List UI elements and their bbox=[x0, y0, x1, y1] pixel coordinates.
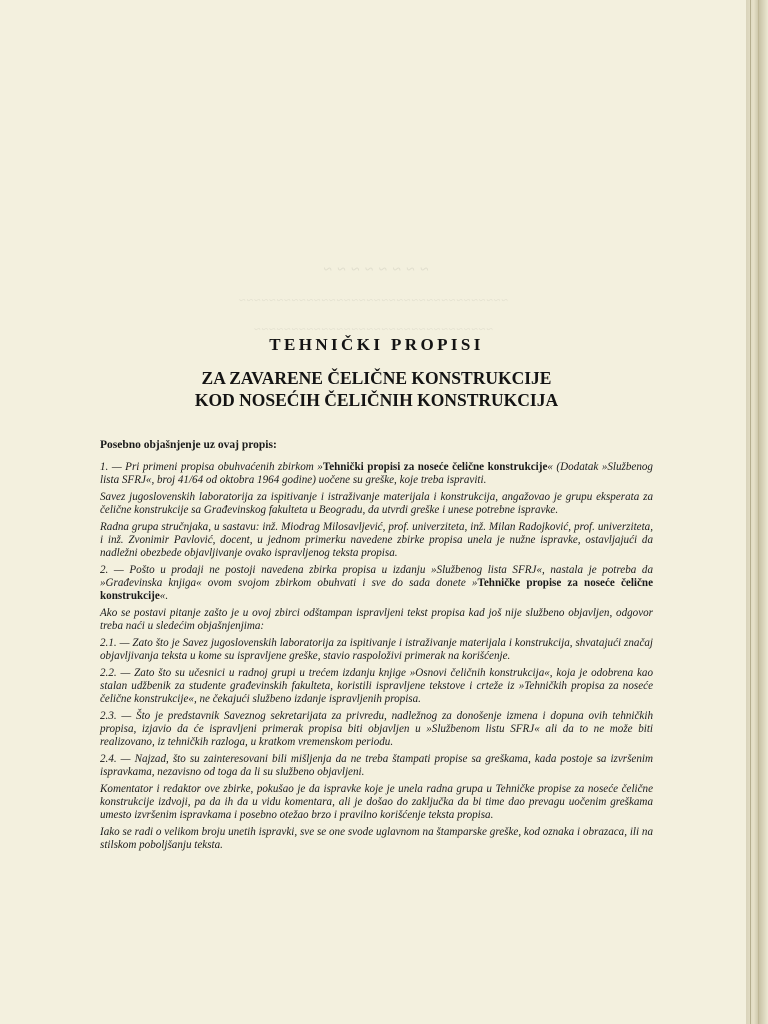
paragraph-text: « (Dodatak »Službenog lista SFRJ«, broj 41/64 od oktobra 1964 godine) uočene su greške, koje treba ispraviti. bbox=[100, 461, 653, 486]
paragraph-text: 1. — Pri primeni propisa obuhvaćenih zbirkom » bbox=[100, 461, 323, 473]
paragraph-10: Komentator i redaktor ove zbirke, pokušao je da ispravke koje je unela radna grupa u Tehničke propise za noseće čelične konstrukcije izdvoji, pa da ih da u vidu komentara, ali je došao do zaključka da bi time dao prevagu uočenim greškama umesto izvršenim ispravkama i posebno otežao brzo i pravilno korišćenje teksta propisa. bbox=[100, 783, 653, 821]
paragraph-1 bbox=[100, 461, 653, 487]
paragraph-bold-text: Tehnički propisi za noseće čelične konstrukcije bbox=[322, 461, 548, 473]
paragraph-5: Ako se postavi pitanje zašto je u ovoj zbirci odštampan ispravljeni tekst propisa kad još nije službeno objavljen, odgovor treba naći u sledećim objašnjenjima: bbox=[100, 607, 653, 632]
page-binding-edge bbox=[746, 0, 768, 1024]
document-title: TEHNIČKI PROPISI bbox=[269, 335, 484, 354]
paragraph-2: Savez jugoslovenskih laboratorija za ispitivanje i istraživanje materijala i konstrukcija, angažovao je grupu eksperata za čelične konstrukcije sa Građevinskog fakulteta u Beogradu, da utvrdi greške i unese potrebne ispravke. bbox=[100, 491, 653, 516]
paragraph-text: 2. — Pošto u prodaji ne postoji navedena zbirka propisa u izdanju »Službenog lista SFRJ«, nastala je potreba da »Građevinska knjiga« ovom svojom zbirkom obuhvati i sve do sada donete » bbox=[100, 564, 653, 589]
paragraph-6: 2.1. — Zato što je Savez jugoslovenskih laboratorija za ispitivanje i istraživanje materijala i konstrukcija, shvatajući značaj objavljivanja teksta u kome su ispravljene greške, stavio raspoloživi primerak na korišćenje. bbox=[100, 637, 653, 662]
paragraph-8: 2.3. — Što je predstavnik Saveznog sekretarijata za privredu, nadležnog za donošenje izmena i dopuna ovih tehničkih propisa, izjavio da će ispravljeni primerak propisa biti objavljen u »Službenom listu SFRJ« ali da to ne može biti realizovano, iz tehničkih razloga, u kratkom vremenskom periodu. bbox=[100, 710, 653, 748]
paragraph-9: 2.4. — Najzad, što su zainteresovani bili mišljenja da ne treba štampati propise sa greškama, kada postoje sa izvršenim ispravkama, nezavisno od toga da li su službeno objavljeni. bbox=[100, 753, 653, 778]
paragraph-7: 2.2. — Zato što su učesnici u radnoj grupi u trećem izdanju knjige »Osnovi čeličnih konstrukcija«, koja je odobrena kao stalan udžbenik za studente građevinskih fakulteta, koristili ispravljene tekstove i crteže iz »Tehničkih propisa za noseće čelične konstrukcije«, ne čekajući službeno izdanje ispravljenih propisa. bbox=[100, 667, 653, 705]
paragraph-bold-text: Tehničke propise za noseće čelične konstrukcije bbox=[100, 577, 654, 602]
document-subtitle-line-2: KOD NOSEĆIH ČELIČNIH KONSTRUKCIJA bbox=[194, 390, 559, 410]
paragraph-3: Radna grupa stručnjaka, u sastavu: inž. Miodrag Milosavljević, prof. univerziteta, inž. Milan Radojković, prof. univerziteta, i inž. Zvonimir Pavlović, docent, u jednom primerku navedene zbirke propisa unela je nužne ispravke, ostavljajući da nadležni obezbede objavljivanje ovako ispravljenog teksta propisa. bbox=[100, 521, 653, 559]
document-body bbox=[100, 335, 653, 856]
paragraph-text: «. bbox=[159, 590, 169, 602]
paragraph-11: Iako se radi o velikom broju unetih ispravki, sve se one svode uglavnom na štamparske greške, kod oznaka i obrazaca, ili na stilskom poboljšanju teksta. bbox=[100, 826, 653, 851]
document-subtitle-line-1: ZA ZAVARENE ČELIČNE KONSTRUKCIJE bbox=[201, 368, 552, 388]
bleed-through-text: ~~~~~~~~ ~~~~~~~~~~~~~~~~~~~~~~~~~~~~~~~~~~~~ ~~~~~~~~~~~~~~~~~~~~~~~~~~~~~~~~ bbox=[238, 262, 508, 336]
paragraph-4 bbox=[100, 564, 653, 603]
section-heading: Posebno objašnjenje uz ovaj propis: bbox=[100, 439, 277, 451]
